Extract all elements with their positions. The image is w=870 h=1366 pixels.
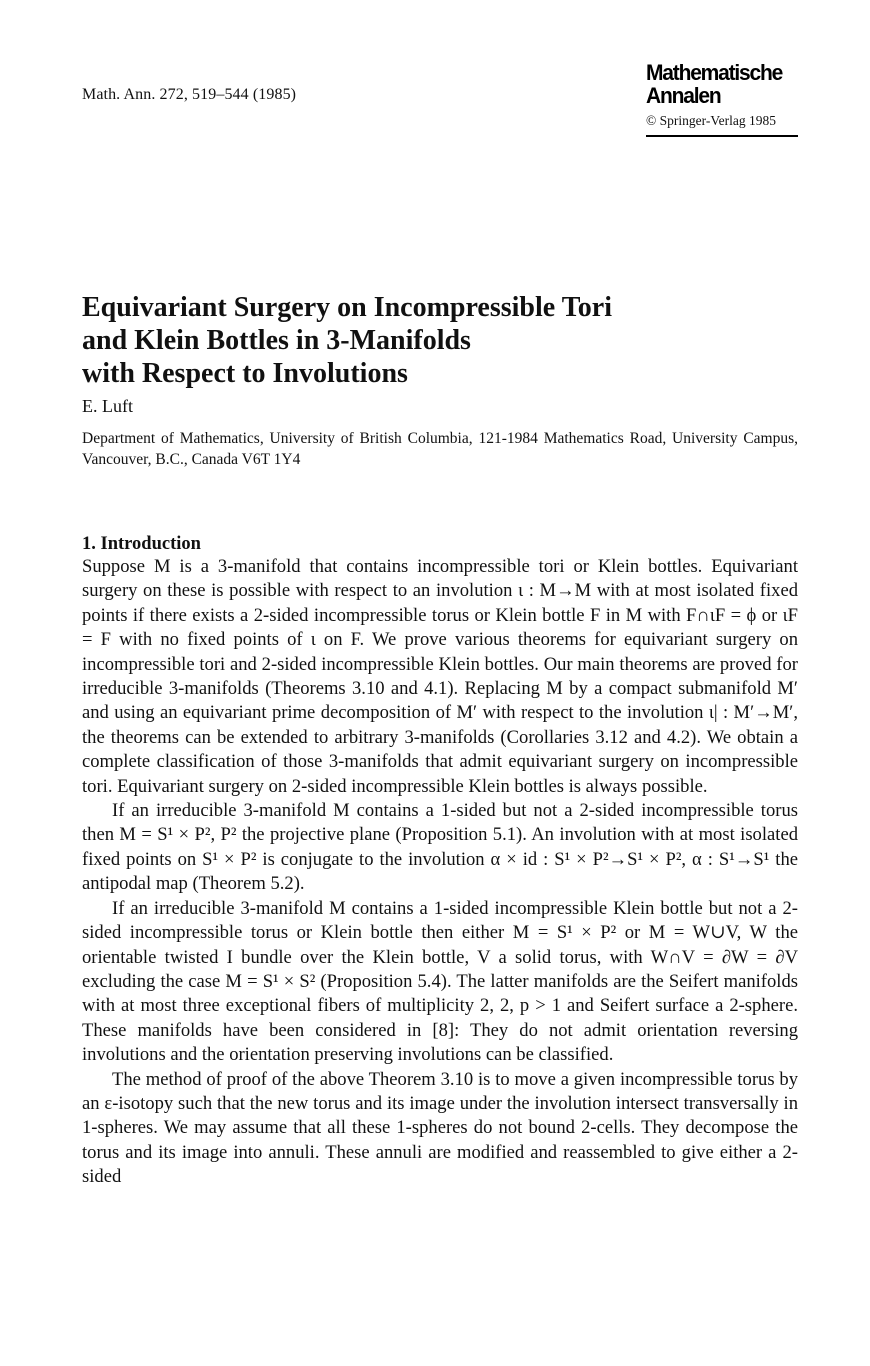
title-line-1: Equivariant Surgery on Incompressible Tori <box>82 291 613 323</box>
paragraph-1: Suppose M is a 3-manifold that contains incompressible tori or Klein bottles. Equivariant surgery on these is possible with respect to an involution ι : M→M with at most isolated fixed points if there exists a 2-sided incompressible torus or Klein bottle F in M with F∩ιF = ϕ or ιF = F with no fixed points of ι on F. We prove various theorems for equivariant surgery on incompressible tori and 2-sided incompressible Klein bottles. Our main theorems are proved for irreducible 3-manifolds (Theorems 3.10 and 4.1). Replacing M by a compact submanifold M′ and using an equivariant prime decomposition of M′ with respect to the involution ι| : M′→M′, the theorems can be extended to arbitrary 3-manifolds (Corollaries 3.12 and 4.2). We obtain a complete classification of those 3-manifolds that admit equivariant surgery on incompressible tori. Equivariant surgery on 2-sided incompressible Klein bottles is always possible. <box>82 556 798 797</box>
paragraph-2: If an irreducible 3-manifold M contains a 1-sided but not a 2-sided incompressible torus then M = S¹ × P², P² the projective plane (Proposition 5.1). An involution with at most isolated fixed points on S¹ × P² is conjugate to the involution α × id : S¹ × P²→S¹ × P², α : S¹→S¹ the antipodal map (Theorem 5.2). <box>82 800 798 895</box>
paper-title <box>82 291 782 390</box>
author-name: E. Luft <box>82 396 133 416</box>
paragraph-3: If an irreducible 3-manifold M contains a 1-sided incompressible Klein bottle but not a 2-sided incompressible torus or Klein bottle then either M = S¹ × P² or M = W∪V, W the orientable twisted I bundle over the Klein bottle, V a solid torus, with W∩V = ∂W = ∂V excluding the case M = S¹ × S² (Proposition 5.4). The latter manifolds are the Seifert manifolds with at most three exceptional fibers of multiplicity 2, 2, p > 1 and Seifert surface a 2-sphere. These manifolds have been considered in [8]: They do not admit orientation reversing involutions and the orientation preserving involutions can be classified. <box>82 897 798 1066</box>
title-line-3: with Respect to Involutions <box>82 357 408 389</box>
journal-name <box>646 62 798 108</box>
journal-logo <box>646 62 798 137</box>
journal-name-line-2: Annalen <box>646 84 721 109</box>
paragraph-4: The method of proof of the above Theorem 3.10 is to move a given incompressible torus by an ε-isotopy such that the new torus and its image under the involution intersect transversally in 1-spheres. We may assume that all these 1-spheres do not bound 2-cells. They decompose the torus and its image into annuli. These annuli are modified and reassembled to give either a 2-sided <box>82 1068 798 1188</box>
section-body <box>82 555 798 1190</box>
author-affiliation: Department of Mathematics, University of British Columbia, 121-1984 Mathematics Road, University Campus, Vancouver, B.C., Canada V6T 1Y4 <box>82 430 798 468</box>
journal-name-line-1: Mathematische <box>646 60 783 86</box>
section-heading: 1. Introduction <box>82 534 201 555</box>
journal-citation: Math. Ann. 272, 519–544 (1985) <box>82 86 297 103</box>
title-line-2: and Klein Bottles in 3-Manifolds <box>82 324 471 356</box>
copyright-notice: © Springer-Verlag 1985 <box>646 113 798 137</box>
